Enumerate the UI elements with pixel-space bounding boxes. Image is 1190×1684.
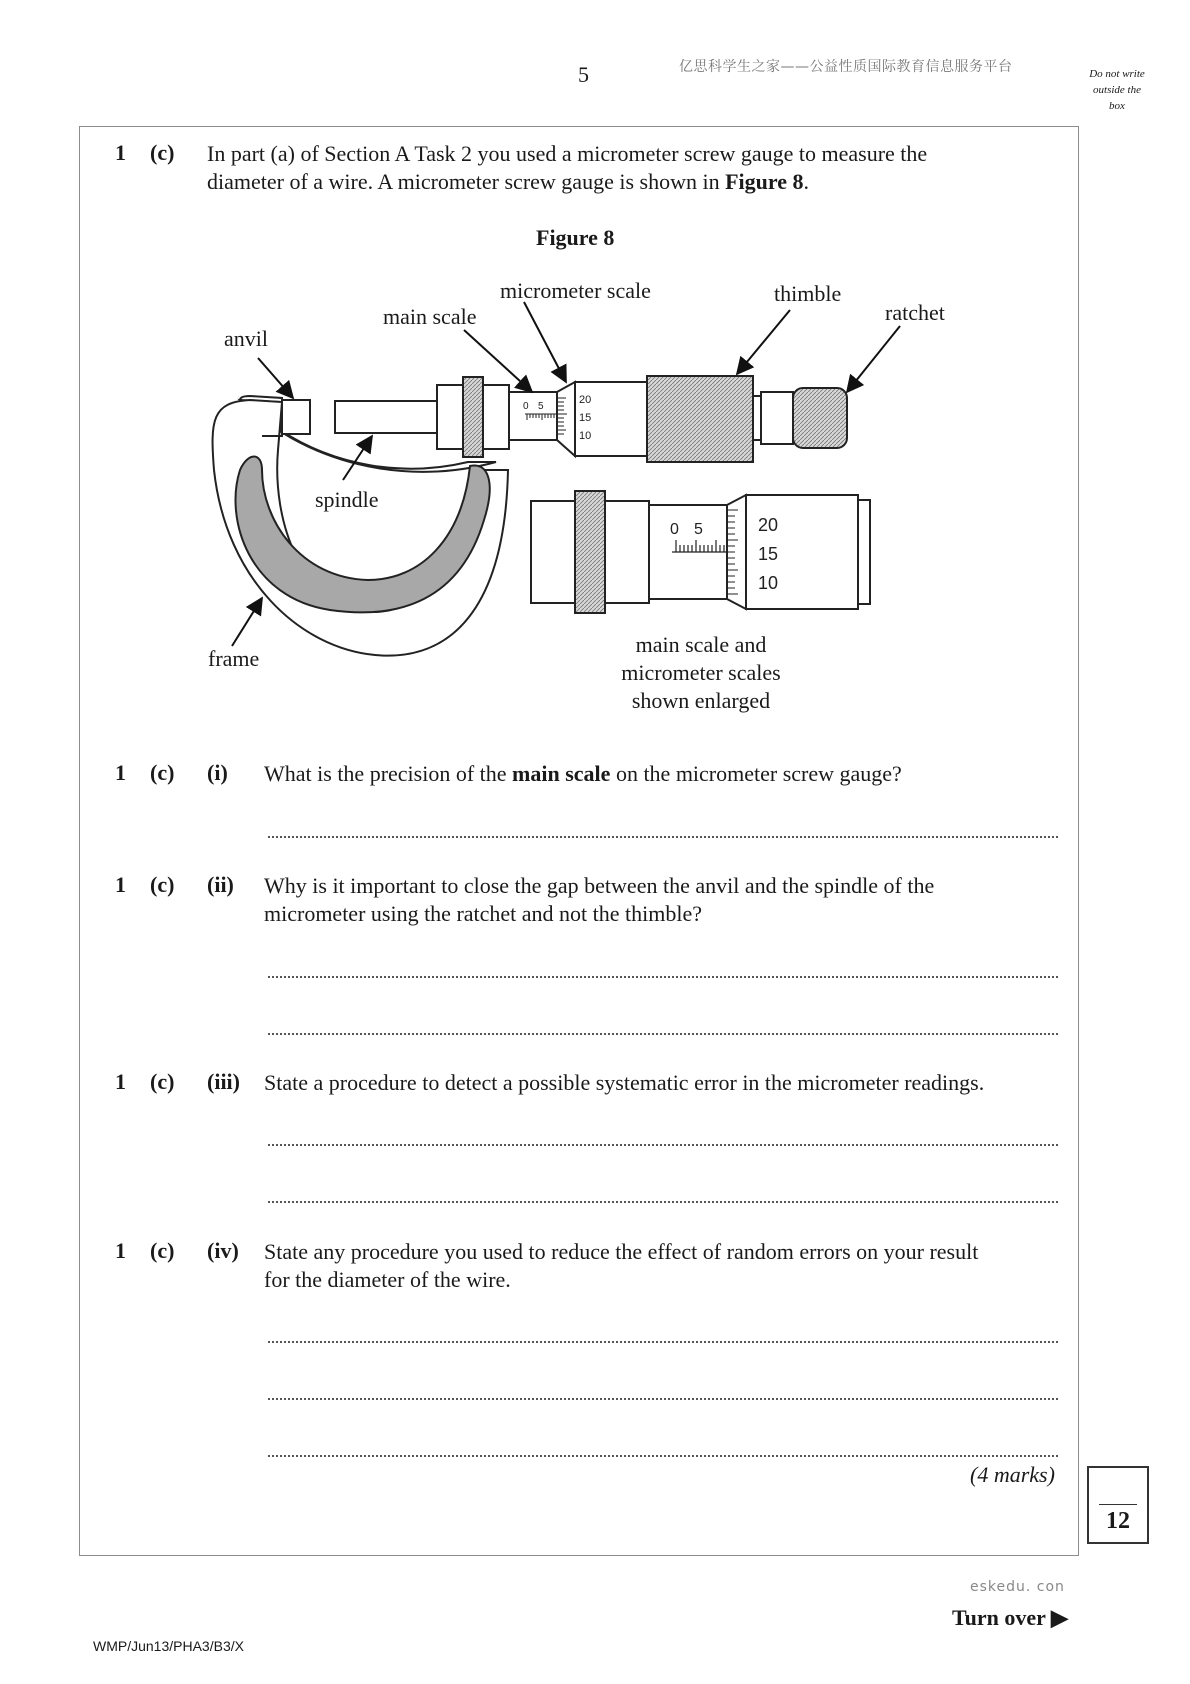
intro-line-2-end: .	[803, 169, 809, 194]
question-text-bold: main scale	[512, 761, 611, 786]
ratchet-knob	[793, 388, 847, 448]
answer-line[interactable]	[268, 1337, 1058, 1343]
question-text	[264, 1238, 1074, 1294]
thimble-scale-15-small: 15	[579, 412, 592, 424]
thimble-scale-15-large: 15	[758, 544, 779, 564]
label-frame: frame	[208, 646, 260, 671]
question-text	[264, 872, 1064, 928]
answer-line[interactable]	[268, 832, 1058, 838]
label-thimble: thimble	[774, 281, 842, 306]
answer-line[interactable]	[268, 1451, 1058, 1457]
page-number: 5	[578, 62, 589, 87]
question-number: 1	[115, 1069, 126, 1094]
question-number: 1	[115, 872, 126, 897]
intro-line-1: In part (a) of Section A Task 2 you used a micrometer screw gauge to measure the	[207, 141, 928, 166]
question-sub: (i)	[207, 760, 228, 785]
answer-line[interactable]	[268, 1394, 1058, 1400]
question-part: (c)	[150, 140, 175, 165]
answer-line[interactable]	[268, 1029, 1058, 1035]
caption-line: shown enlarged	[631, 688, 771, 713]
figure-title: Figure 8	[536, 225, 615, 250]
question-part: (c)	[150, 760, 175, 785]
question-number: 1	[115, 1238, 126, 1263]
question-line: for the diameter of the wire.	[264, 1267, 511, 1292]
site-watermark: eskedu. con	[970, 1579, 1065, 1595]
question-part: (c)	[150, 872, 175, 897]
micrometer-figure	[0, 0, 1190, 760]
question-line: Why is it important to close the gap between the anvil and the spindle of the	[264, 873, 935, 898]
caption-line: main scale and	[635, 632, 767, 657]
caption-line: micrometer scales	[621, 660, 781, 685]
arrow-ratchet	[847, 326, 900, 392]
question-line: State any procedure you used to reduce the effect of random errors on your result	[264, 1239, 979, 1264]
question-text-part: on the micrometer screw gauge?	[610, 761, 902, 786]
question-text-part: What is the precision of the	[264, 761, 513, 786]
thimble-bevel	[557, 382, 575, 456]
label-anvil: anvil	[224, 326, 268, 351]
question-sub: (ii)	[207, 872, 234, 897]
main-scale-0-large: 0	[670, 521, 679, 538]
label-ratchet: ratchet	[885, 300, 945, 325]
question-number: 1	[115, 140, 126, 165]
watermark-text: 亿思科学生之家——公益性质国际教育信息服务平台	[679, 59, 1013, 75]
arrow-spindle	[343, 436, 372, 480]
score-divider	[1099, 1504, 1137, 1505]
thimble-scale-20-small: 20	[579, 394, 592, 406]
intro-line-2-text: diameter of a wire. A micrometer screw gauge is shown in	[207, 169, 726, 194]
main-scale-0-small: 0	[523, 401, 529, 412]
enlarged-scale	[531, 491, 870, 613]
thimble-scale-10-small: 10	[579, 430, 592, 442]
ratchet-collar	[761, 392, 793, 444]
answer-line[interactable]	[268, 1140, 1058, 1146]
label-micrometer-scale: micrometer scale	[500, 278, 651, 303]
margin-note-line: box	[1109, 100, 1125, 112]
figure-reference: Figure 8	[725, 169, 804, 194]
anvil	[282, 400, 310, 434]
label-enlarged-caption	[601, 631, 801, 715]
question-sub: (iii)	[207, 1069, 240, 1094]
main-scale-5-large: 5	[694, 521, 703, 538]
question-sub: (iv)	[207, 1238, 239, 1263]
paper-code: WMP/Jun13/PHA3/B3/X	[93, 1638, 244, 1654]
main-scale-5-small: 5	[538, 401, 544, 412]
question-part: (c)	[150, 1069, 175, 1094]
question-line: micrometer using the ratchet and not the thimble?	[264, 901, 703, 926]
arrow-thimble	[737, 310, 790, 374]
answer-line[interactable]	[268, 972, 1058, 978]
ratchet-neck	[753, 396, 761, 440]
label-main-scale: main scale	[383, 304, 477, 329]
question-number: 1	[115, 760, 126, 785]
question-text: State a procedure to detect a possible systematic error in the micrometer readings.	[264, 1070, 985, 1095]
marks-label: (4 marks)	[970, 1462, 1055, 1487]
spindle	[335, 401, 437, 433]
question-text	[264, 760, 1064, 788]
margin-note-line: Do not write	[1089, 68, 1145, 80]
arrow-anvil	[258, 358, 293, 398]
answer-line[interactable]	[268, 1197, 1058, 1203]
thimble-scale-20-large: 20	[758, 515, 779, 535]
score-total: 12	[1106, 1508, 1130, 1534]
label-spindle: spindle	[315, 487, 379, 512]
lock-nut	[463, 377, 483, 457]
question-part: (c)	[150, 1238, 175, 1263]
arrow-micrometer-scale	[524, 302, 566, 382]
margin-note-line: outside the	[1093, 84, 1141, 96]
thimble-knurl	[647, 376, 753, 462]
turn-over-label: Turn over ▶	[952, 1605, 1068, 1630]
score-box	[1087, 1466, 1149, 1544]
arrow-frame	[232, 598, 262, 646]
thimble-scale-10-large: 10	[758, 573, 779, 593]
